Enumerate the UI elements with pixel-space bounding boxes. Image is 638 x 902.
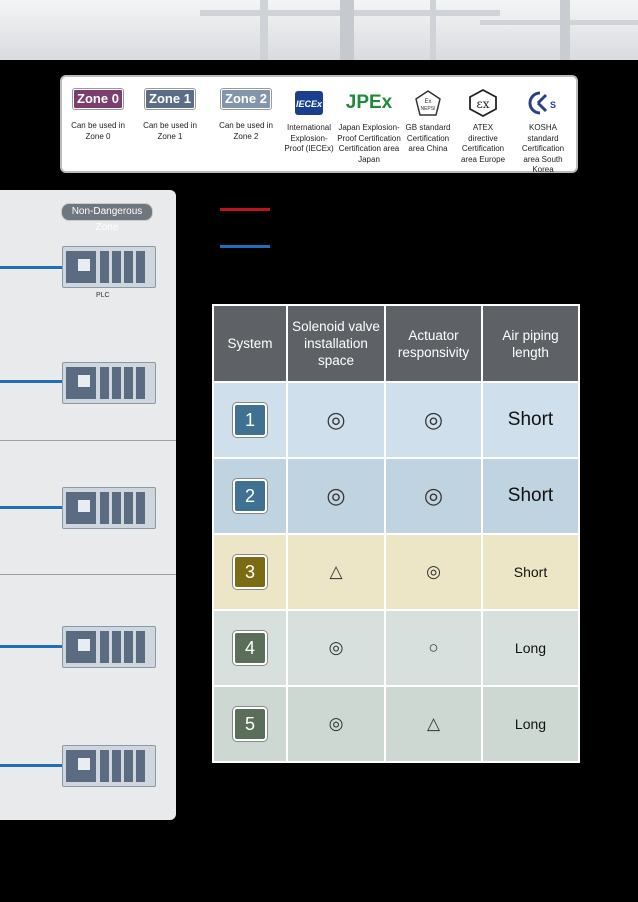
bus-line: [0, 764, 62, 767]
rating-symbol: △: [329, 561, 343, 581]
jpex-legend: [332, 89, 406, 165]
nepsi-legend: [404, 89, 452, 155]
bus-line: [0, 506, 62, 509]
system-comparison-table: [212, 304, 580, 763]
system-number-badge: 3: [233, 555, 267, 589]
non-dangerous-zone-label: Non-Dangerous Zone: [61, 203, 153, 221]
system-number-badge: 5: [233, 707, 267, 741]
zone1-badge: Zone 1: [145, 89, 195, 109]
svg-text:NEPSI: NEPSI: [420, 106, 436, 112]
blue-line-legend: [220, 245, 270, 248]
rating-symbol: ◎: [423, 482, 444, 508]
rating-symbol: △: [426, 713, 441, 733]
system-number-badge: 1: [233, 403, 267, 437]
plc-icon: [62, 626, 156, 668]
rating-symbol: ◎: [426, 561, 441, 581]
svg-text:S: S: [549, 100, 557, 110]
piping-length-value: Long: [482, 610, 579, 686]
atex-text: ATEX directive Certification area Europe: [460, 123, 506, 164]
system-number-badge: 2: [233, 479, 267, 513]
panel-divider: [0, 440, 176, 441]
iecex-legend: [282, 89, 336, 155]
header-installation-space: Solenoid valve installation space: [287, 305, 385, 382]
header-system: System: [213, 305, 287, 382]
rating-symbol: ◎: [326, 482, 346, 508]
nepsi-logo-icon: [404, 89, 452, 117]
plc-icon: [62, 487, 156, 529]
jpex-logo-icon: JPEx: [345, 91, 393, 113]
bus-line: [0, 645, 62, 648]
zone1-text: Can be used in Zone 1: [143, 121, 197, 141]
table-row: [213, 458, 579, 534]
plc-icon: [62, 362, 156, 404]
kosha-legend: [512, 89, 574, 176]
header-responsivity: Actuator responsivity: [385, 305, 482, 382]
nepsi-text: GB standard Certification area China: [405, 123, 451, 153]
plc-icon: [62, 246, 156, 288]
iecex-logo-icon: [282, 89, 336, 117]
jpex-text: Japan Explosion-Proof Certification Certification area Japan: [337, 123, 401, 164]
header-banner: [0, 0, 638, 60]
piping-length-value: Long: [482, 686, 579, 762]
iecex-text: International Explosion-Proof (IECEx): [284, 123, 334, 153]
rating-symbol: ◎: [328, 713, 344, 733]
rating-symbol: ○: [428, 637, 439, 657]
zone2-text: Can be used in Zone 2: [219, 121, 273, 141]
kosha-logo-icon: [512, 89, 574, 117]
zone0-badge: Zone 0: [73, 89, 123, 109]
table-row: [213, 382, 579, 458]
table-row: [213, 686, 579, 762]
atex-legend: [456, 89, 510, 165]
table-row: [213, 534, 579, 610]
svg-text:εx: εx: [476, 97, 490, 111]
piping-length-value: Short: [482, 534, 579, 610]
zone2-legend: [216, 89, 276, 142]
svg-text:Ex: Ex: [424, 99, 432, 105]
rating-symbol: ◎: [328, 637, 344, 657]
atex-logo-icon: [456, 89, 510, 117]
kosha-text: KOSHA standard Certification area South Korea: [521, 123, 565, 174]
piping-length-value: Short: [482, 382, 579, 458]
bus-line: [0, 380, 62, 383]
rating-symbol: ◎: [326, 406, 346, 432]
header-piping-length: Air piping length: [482, 305, 579, 382]
zone1-legend: [140, 89, 200, 142]
panel-divider: [0, 574, 176, 575]
zone2-badge: Zone 2: [221, 89, 271, 109]
zone0-legend: [68, 89, 128, 142]
red-line-legend: [220, 208, 270, 211]
piping-length-value: Short: [482, 458, 579, 534]
svg-text:IECEx: IECEx: [295, 99, 323, 109]
certification-legend: [60, 75, 578, 173]
system-number-badge: 4: [233, 631, 267, 665]
table-row: [213, 610, 579, 686]
rating-symbol: ◎: [423, 406, 444, 432]
plc-label: PLC: [96, 292, 110, 299]
plc-icon: [62, 745, 156, 787]
bus-line: [0, 266, 62, 269]
table-header-row: [213, 305, 579, 382]
zone0-text: Can be used in Zone 0: [71, 121, 125, 141]
